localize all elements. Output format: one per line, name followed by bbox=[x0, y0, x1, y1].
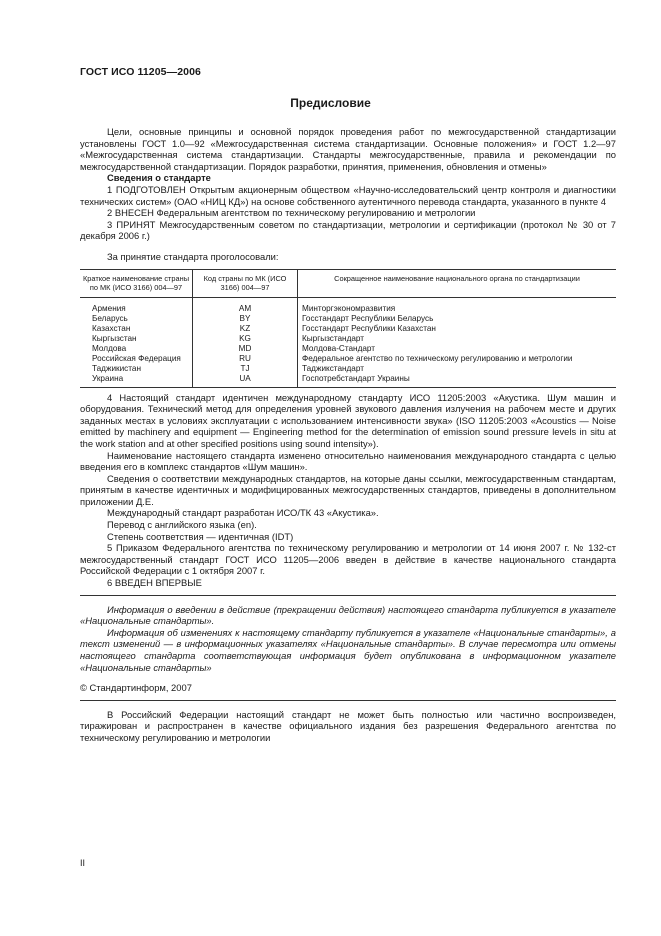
header-national-body: Сокращенное наименование национального органа по стандартизации bbox=[298, 269, 617, 297]
table-row bbox=[80, 364, 616, 374]
country-code: KG bbox=[193, 334, 298, 344]
notice-introduction: Информация о введении в действие (прекращении действия) настоящего стандарта публикуется в указателе «Национальные стандарты». bbox=[80, 603, 616, 627]
country-code: RU bbox=[193, 354, 298, 364]
header-country-name: Краткое наименование страны по МК (ИСО 3166) 004—97 bbox=[80, 269, 193, 297]
table-row bbox=[80, 314, 616, 324]
country-name: Таджикистан bbox=[80, 364, 193, 374]
national-body: Госстандарт Республики Казахстан bbox=[302, 323, 436, 333]
country-name: Кыргызстан bbox=[80, 334, 193, 344]
divider bbox=[80, 595, 616, 596]
item-2: 2 ВНЕСЕН Федеральным агентством по техническому регулированию и метрологии bbox=[107, 207, 476, 219]
national-body: Госпотребстандарт Украины bbox=[298, 374, 617, 388]
item-4-conformity: Степень соответствия — идентичная (IDT) bbox=[107, 530, 294, 542]
item-4-name-change: Наименование настоящего стандарта изменено относительно наименования международного стандарта с целью введения его в комплекс стандартов «Шум машин». bbox=[80, 449, 616, 473]
country-name: Российская Федерация bbox=[80, 354, 193, 364]
national-body: Таджикстандарт bbox=[302, 363, 364, 373]
document-code-header: ГОСТ ИСО 11205—2006 bbox=[80, 66, 201, 78]
page-title: Предисловие bbox=[290, 96, 371, 110]
notice-changes: Информация об изменениях к настоящему стандарту публикуется в указателе «Национальные стандарты», а текст изменений — в информационных указателях «Национальные стандарты». В случае пересмотра или отмены настоящего стандарта соответствующая информация будет опубликована в информационном указателе «Национальные стандарты» bbox=[80, 626, 616, 673]
legal-notice: В Российский Федерации настоящий стандарт не может быть полностью или частично воспроизведен, тиражирован и распространен в качестве официального издания без разрешения Федерального агентства по техническому регулированию и метрологии bbox=[80, 708, 616, 743]
divider bbox=[80, 700, 616, 701]
country-code: UA bbox=[193, 374, 298, 388]
country-name: Молдова bbox=[80, 344, 193, 354]
country-code: KZ bbox=[193, 324, 298, 334]
document-body bbox=[80, 126, 616, 744]
header-country-code: Код страны по МК (ИСО 3166) 004—97 bbox=[193, 269, 298, 297]
item-4-translation: Перевод с английского языка (en). bbox=[107, 519, 257, 531]
country-name: Беларусь bbox=[80, 314, 193, 324]
national-body: Кыргызстандарт bbox=[302, 333, 365, 343]
copyright: © Стандартинформ, 2007 bbox=[80, 682, 192, 694]
table-row bbox=[80, 354, 616, 364]
country-code: AM bbox=[193, 297, 298, 314]
item-5: 5 Приказом Федерального агентства по техническому регулированию и метрологии от 14 июня 2007 г. № 132-ст межгосударственный стандарт ГОСТ ИСО 11205—2006 введен в действие в качестве национального стандарта Российской Федерации с 1 октября 2007 г. bbox=[80, 542, 616, 577]
country-code: MD bbox=[193, 344, 298, 354]
country-name: Украина bbox=[80, 374, 193, 388]
item-4: 4 Настоящий стандарт идентичен международному стандарту ИСО 11205:2003 «Акустика. Шум машин и оборудования. Технический метод для определения уровней звукового давления излучения на рабочем месте и других заданных местах в условиях эксплуатации с использованием интенсивности звука» (ISO 11205:2003 «Acoustics — Noise emitted by machinery and equipment — Engineering method for the determination of emission sound pressure levels in situ at the work station and at other specified positions using sound intensity»). bbox=[80, 391, 616, 449]
table-row bbox=[80, 374, 616, 388]
voting-table bbox=[80, 269, 616, 388]
table-row bbox=[80, 334, 616, 344]
table-row bbox=[80, 297, 616, 314]
table-row bbox=[80, 324, 616, 334]
country-code: TJ bbox=[193, 364, 298, 374]
national-body: Молдова-Стандарт bbox=[302, 343, 376, 353]
page-number: II bbox=[80, 858, 86, 868]
item-6: 6 ВВЕДЕН ВПЕРВЫЕ bbox=[107, 577, 202, 589]
intro-paragraph: Цели, основные принципы и основной порядок проведения работ по межгосударственной стандартизации установлены ГОСТ 1.0—92 «Межгосударственная система стандартизации. Основные положения» и ГОСТ 1.2—97 «Межгосударственная система стандартизации. Стандарты межгосударственные, правила и рекомендации по межгосударственной стандартизации. Порядок разработки, принятия, применения, обновления и отмены» bbox=[80, 126, 616, 172]
item-1: 1 ПОДГОТОВЛЕН Открытым акционерным обществом «Научно-исследовательский центр контроля и диагностики технических систем» (ОАО «НИЦ КД») на основе собственного аутентичного перевода стандарта, указанного в пункте 4 bbox=[80, 183, 616, 207]
country-name: Казахстан bbox=[80, 324, 193, 334]
national-body: Госстандарт Республики Беларусь bbox=[302, 313, 434, 323]
item-4-developer: Международный стандарт разработан ИСО/ТК 43 «Акустика». bbox=[107, 507, 379, 519]
country-name: Армения bbox=[80, 297, 193, 314]
vote-caption: За принятие стандарта проголосовали: bbox=[107, 250, 279, 262]
national-body: Федеральное агентство по техническому регулированию и метрологии bbox=[302, 353, 573, 363]
country-code: BY bbox=[193, 314, 298, 324]
national-body: Минторгэкономразвития bbox=[302, 303, 396, 313]
table-header-row bbox=[80, 269, 616, 297]
item-3: 3 ПРИНЯТ Межгосударственным советом по стандартизации, метрологии и сертификации (протокол № 30 от 7 декабря 2006 г.) bbox=[80, 218, 616, 242]
item-4-references: Сведения о соответствии международных стандартов, на которые даны ссылки, межгосударственным стандартам, принятым в качестве идентичных и модифицированных межгосударственных стандартов, приведены в дополнительном приложении Д.Е. bbox=[80, 472, 616, 507]
info-heading: Сведения о стандарте bbox=[107, 172, 211, 184]
table-row bbox=[80, 344, 616, 354]
